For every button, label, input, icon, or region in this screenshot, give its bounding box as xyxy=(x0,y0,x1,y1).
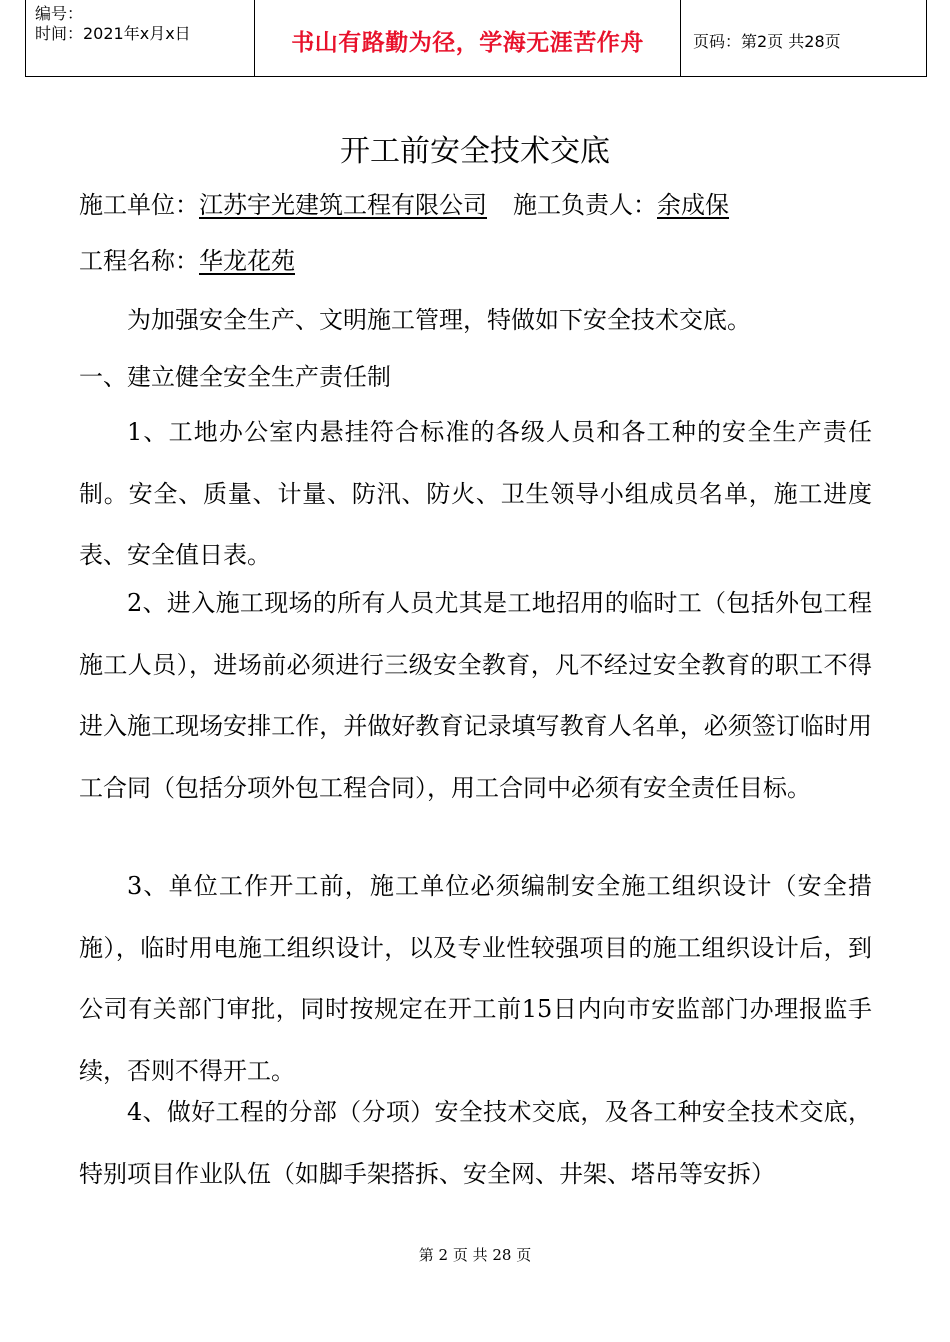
header-motto-cell xyxy=(255,0,681,76)
unit-value: 江苏宇光建筑工程有限公司 xyxy=(199,191,487,219)
page-header xyxy=(25,0,927,77)
intro-line: 为加强安全生产、文明施工管理，特做如下安全技术交底。 xyxy=(127,306,751,334)
paragraph-3: 3、单位工作开工前，施工单位必须编制安全施工组织设计（安全措施），临时用电施工组织设计，以及专业性较强项目的施工组织设计后，到公司有关部门审批，同时按规定在开工前15日内向市安监部门办理报监手续，否则不得开工。 xyxy=(79,872,872,1085)
page-footer: 第 2 页 共 28 页 xyxy=(418,1246,532,1264)
paragraph-4: 4、做好工程的分部（分项）安全技术交底，及各工种安全技术交底，特别项目作业队伍（如脚手架搭拆、安全网、井架、塔吊等安拆） xyxy=(79,1098,872,1188)
number-label: 编号： xyxy=(35,4,84,23)
unit-label: 施工单位： xyxy=(79,191,199,219)
unit-line xyxy=(79,190,729,220)
page-info-text: 页码：第2页 共28页 xyxy=(693,31,841,51)
paragraph-1: 1、工地办公室内悬挂符合标准的各级人员和各工种的安全生产责任制。安全、质量、计量、防汛、防火、卫生领导小组成员名单，施工进度表、安全值日表。 xyxy=(79,418,872,569)
leader-label: 施工负责人： xyxy=(513,191,657,219)
time-label: 时间：2021年x月x日 xyxy=(35,24,191,43)
header-page-info xyxy=(681,2,926,78)
motto-text: 书山有路勤为径，学海无涯苦作舟 xyxy=(291,29,644,56)
project-value: 华龙花苑 xyxy=(199,247,295,275)
paragraph-2: 2、进入施工现场的所有人员尤其是工地招用的临时工（包括外包工程施工人员），进场前必须进行三级安全教育，凡不经过安全教育的职工不得进入施工现场安排工作，并做好教育记录填写教育人名单，必须签订临时用工合同（包括分项外包工程合同），用工合同中必须有安全责任目标。 xyxy=(79,589,872,802)
section-heading-1: 一、建立健全安全生产责任制 xyxy=(79,363,391,391)
header-meta xyxy=(26,0,255,76)
project-line xyxy=(79,246,295,276)
document-title: 开工前安全技术交底 xyxy=(340,134,610,169)
leader-value: 余成保 xyxy=(657,191,729,219)
project-label: 工程名称： xyxy=(79,247,199,275)
